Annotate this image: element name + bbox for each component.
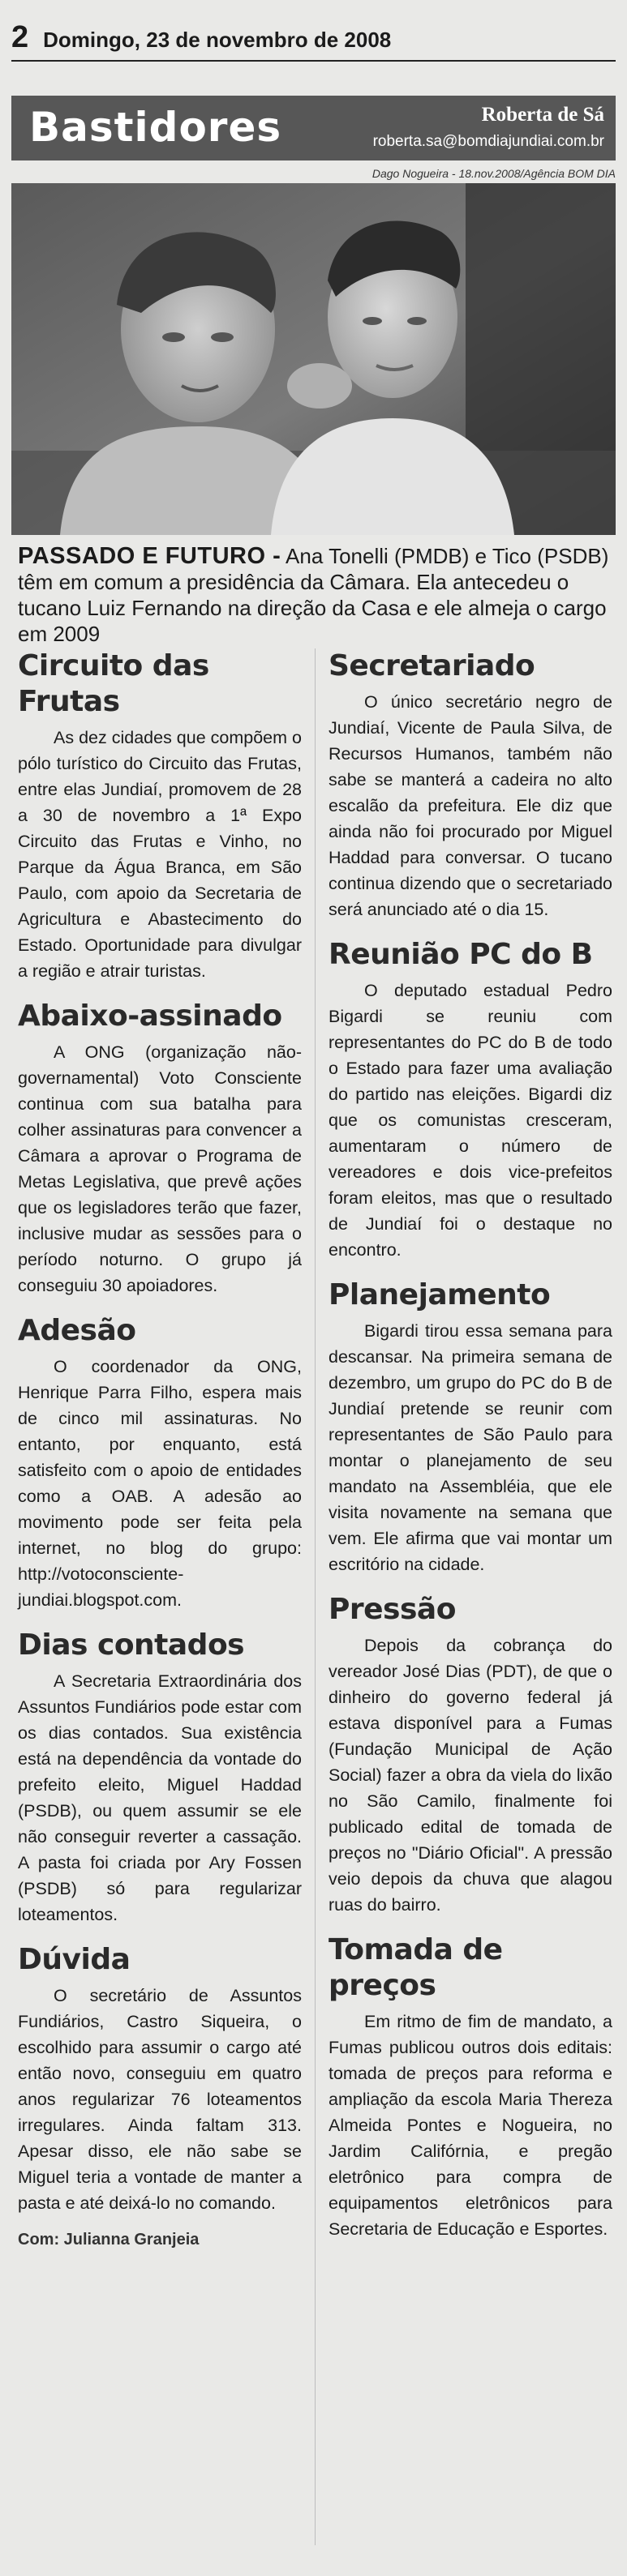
page-date: Domingo, 23 de novembro de 2008 [43,28,392,52]
page-header [11,19,616,62]
right-column [329,648,612,2257]
left-column [18,648,302,2249]
columnist-email: roberta.sa@bomdiajundiai.com.br [372,133,604,150]
page-number: 2 [11,20,29,54]
news-item [329,648,612,922]
news-item [329,1277,612,1577]
item-body: A Secretaria Extraordinária dos Assuntos Fundiários pode estar com os dias contados. Sua existência está na dependência da vontade do prefeito eleito, Miguel Haddad (PSDB), ou quem assumir se ele não conseguir reverter a cassação. A pasta foi criada por Ary Fossen (PSDB) só para regularizar loteamentos. [18,1671,302,1924]
columnist-name: Roberta de Sá [481,104,604,126]
section-title: Bastidores [29,104,282,151]
item-body: As dez cidades que compõem o pólo turístico do Circuito das Frutas, entre elas Jundiaí, promovem de 28 a 30 de novembro a 1ª Expo Circuito das Frutas e Vinho, no Parque da Água Branca, em São Paulo, com apoio da Secretaria de Agricultura e Abastecimento do Estado. Oportunidade para divulgar a região e atrair turistas. [18,728,302,981]
news-item [18,1628,302,1928]
news-item [329,1932,612,2242]
caption-lead: PASSADO E FUTURO - [18,543,281,569]
item-title: Dúvida [18,1943,131,1976]
item-title: Adesão [18,1314,136,1347]
item-body: O secretário de Assuntos Fundiários, Castro Siqueira, o escolhido para assumir o cargo até então novo, conseguiu em quatro anos regularizar 76 loteamentos irregulares. Ainda faltam 313. Apesar disso, ele não sabe se Miguel teria a vontade de manter a pasta e até deixá-lo no comando. [18,1986,302,2213]
news-item [18,999,302,1299]
item-title: Abaixo-assinado [18,999,282,1033]
contributor-signoff: Com: Julianna Granjeia [18,2231,200,2249]
item-title: Tomada de preços [329,1933,503,2002]
column-divider [315,648,316,2545]
item-body: Bigardi tirou essa semana para descansar. Na primeira semana de dezembro, um grupo do PC do B de Jundiaí pretende se reunir com representantes de São Paulo para montar o planejamento de seu mandato na Assembléia, que ele visita novamente na semana que vem. Ele afirma que vai montar um escritório na cidade. [329,1321,612,1574]
news-photo [11,183,616,535]
photo-illustration [11,183,616,535]
news-item [18,1942,302,2216]
caption-text: Ana Tonelli (PMDB) e Tico (PSDB) têm em comum a presidência da Câmara. Ela antecedeu o tucano Luiz Fernando na direção da Casa e ele almeja o cargo em 2009 [18,544,609,646]
item-title: Dias contados [18,1628,245,1662]
photo-credit: Dago Nogueira - 18.nov.2008/Agência BOM DIA [371,167,616,180]
item-body: Em ritmo de fim de mandato, a Fumas publicou outros dois editais: tomada de preços para reforma e ampliação da escola Maria Thereza Almeida Pontes e Nogueira, no Jardim Califórnia, e pregão eletrônico para compra de equipamentos eletrônicos para Secretaria de Educação e Esportes. [329,2012,612,2239]
item-body: A ONG (organização não-governamental) Voto Consciente continua com sua batalha para colher assinaturas para convencer a Câmara a aprovar o Programa de Metas Legislativa, que prevê ações que os legisladores terão que fazer, inclusive mudar as sessões para o período noturno. O grupo já conseguiu 30 apoiadores. [18,1042,302,1295]
item-title: Pressão [329,1593,456,1626]
item-title: Circuito das Frutas [18,649,209,718]
news-item [329,1592,612,1918]
section-banner [11,96,616,160]
item-body: O coordenador da ONG, Henrique Parra Filho, espera mais de cinco mil assinaturas. No entanto, por enquanto, está satisfeito com o apoio de entidades como a OAB. A adesão ao movimento pode ser feita pela internet, no blog do grupo: http://votoconsciente-jundiai.blogspot.com. [18,1357,302,1610]
news-item [329,937,612,1263]
news-item [18,1313,302,1613]
news-item [18,648,302,984]
item-body: O único secretário negro de Jundiaí, Vicente de Paula Silva, de Recursos Humanos, também não sabe se manterá a cadeira no alto escalão da prefeitura. Ele diz que ainda não foi procurado por Miguel Haddad para conversar. O tucano continua dizendo que o secretariado será anunciado até o dia 15. [329,692,612,919]
item-body: Depois da cobrança do vereador José Dias (PDT), de que o dinheiro do governo federal já estava disponível para a Fumas (Fundação Municipal de Ação Social) fazer a obra da viela do lixão no São Camilo, finalmente foi publicado edital de tomada de preços no "Diário Oficial". A pressão veio depois da chuva que alagou ruas do bairro. [329,1636,612,1915]
item-title: Secretariado [329,649,535,683]
item-title: Reunião PC do B [329,938,593,971]
photo-caption [18,543,614,647]
item-body: O deputado estadual Pedro Bigardi se reuniu com representantes do PC do B de todo o Estado para fazer uma avaliação do partido nas eleições. Bigardi diz que os comunistas cresceram, aumentaram o número de vereadores e dois vice-prefeitos foram eleitos, mas que o resultado de Jundiaí foi o destaque no encontro. [329,981,612,1260]
item-title: Planejamento [329,1278,551,1312]
